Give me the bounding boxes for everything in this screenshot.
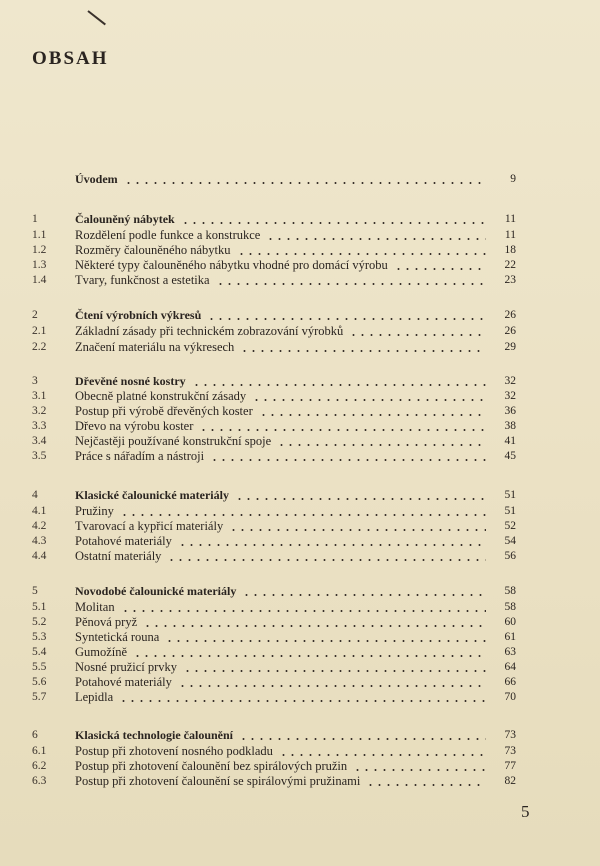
toc-entry [32, 271, 516, 289]
toc-page-number: 41 [504, 435, 516, 447]
toc-page-number: 9 [510, 173, 516, 185]
dot-leader [192, 384, 486, 386]
toc-title: Nosné pružicí prvky [75, 660, 178, 674]
dot-leader [121, 610, 486, 612]
dot-leader [237, 253, 486, 255]
dot-leader [178, 544, 486, 546]
toc-page-number: 63 [504, 646, 516, 658]
toc-title: Dřevo na výrobu koster [75, 419, 194, 433]
toc-number: 3.1 [32, 390, 47, 402]
dot-leader [349, 334, 486, 336]
toc-page-number: 11 [504, 213, 516, 225]
toc-title: Práce s nářadím a nástroji [75, 449, 205, 463]
toc-page-number: 60 [504, 616, 516, 628]
page-number: 5 [521, 802, 530, 821]
toc-number: 4 [32, 489, 38, 501]
toc-page-number: 26 [504, 309, 516, 321]
toc-title: Nejčastěji používané konstrukční spoje [75, 434, 272, 448]
toc-number: 6.2 [32, 760, 47, 772]
toc-number: 4.1 [32, 505, 47, 517]
dot-leader [133, 655, 486, 657]
toc-entry [32, 547, 516, 565]
toc-title: Postup při zhotovení čalounění se spirálovými pružinami [75, 774, 361, 788]
toc-title: Dřevěné nosné kostry [75, 374, 186, 388]
toc-title: Postup při zhotovení čalounění bez spirálových pružin [75, 759, 348, 773]
toc-entry [32, 338, 516, 356]
dot-leader [178, 685, 486, 687]
toc-title: Některé typy čalouněného nábytku vhodné pro domácí výrobu [75, 258, 388, 272]
dot-leader [239, 738, 486, 740]
toc-page-number: 77 [504, 760, 516, 772]
dot-leader [119, 700, 486, 702]
dot-leader [167, 559, 486, 561]
dot-leader [183, 670, 486, 672]
toc-page-number: 58 [504, 585, 516, 597]
toc-title: Pěnová pryž [75, 615, 138, 629]
toc-title: Potahové materiály [75, 534, 172, 548]
dot-leader [207, 318, 486, 320]
toc-number: 3.4 [32, 435, 47, 447]
toc-number: 5.7 [32, 691, 47, 703]
toc-title: Tvarovací a kypřicí materiály [75, 519, 224, 533]
dot-leader [120, 514, 486, 516]
dot-leader [252, 399, 486, 401]
toc-page-number: 73 [504, 729, 516, 741]
toc-entry [32, 688, 516, 706]
dot-leader [181, 222, 486, 224]
toc-title: Potahové materiály [75, 675, 172, 689]
toc-page-number: 58 [504, 601, 516, 613]
dot-leader [277, 444, 486, 446]
toc-title: Klasická technologie čalounění [75, 728, 234, 742]
toc-page-number: 45 [504, 450, 516, 462]
toc-page-number: 36 [504, 405, 516, 417]
toc-number: 4.3 [32, 535, 47, 547]
toc-title: Tvary, funkčnost a estetika [75, 273, 210, 287]
toc-title: Čtení výrobních výkresů [75, 308, 202, 322]
toc-number: 4.2 [32, 520, 47, 532]
toc-title: Pružiny [75, 504, 114, 518]
toc-number: 6 [32, 729, 38, 741]
toc-title: Postup při zhotovení nosného podkladu [75, 744, 273, 758]
dot-leader [124, 182, 486, 184]
toc-title: Klasické čalounické materiály [75, 488, 229, 502]
toc-number: 5.5 [32, 661, 47, 673]
toc-number: 1 [32, 213, 38, 225]
page-title: OBSAH [32, 48, 109, 69]
toc-title: Gumožíně [75, 645, 128, 659]
toc-number: 5.4 [32, 646, 47, 658]
toc-number: 3.3 [32, 420, 47, 432]
dot-leader [165, 640, 486, 642]
dot-leader [143, 625, 486, 627]
toc-title: Čalouněný nábytek [75, 212, 175, 226]
toc-page-number: 22 [504, 259, 516, 271]
toc-title: Novodobé čalounické materiály [75, 584, 237, 598]
toc-page-number: 64 [504, 661, 516, 673]
dot-leader [266, 238, 486, 240]
toc-page-number: 54 [504, 535, 516, 547]
toc-number: 1.2 [32, 244, 47, 256]
toc-entry [32, 772, 516, 790]
toc-page-number: 26 [504, 325, 516, 337]
toc-number: 5 [32, 585, 38, 597]
toc-page-number: 32 [504, 390, 516, 402]
toc-title: Postup při výrobě dřevěných koster [75, 404, 253, 418]
toc-page-number: 29 [504, 341, 516, 353]
toc-number: 3 [32, 375, 38, 387]
toc-number: 3.2 [32, 405, 47, 417]
dot-leader [366, 784, 486, 786]
toc-number: 5.3 [32, 631, 47, 643]
toc-title: Ostatní materiály [75, 549, 162, 563]
toc-number: 6.1 [32, 745, 47, 757]
dot-leader [242, 594, 486, 596]
toc-page-number: 18 [504, 244, 516, 256]
toc-number: 1.1 [32, 229, 47, 241]
toc-number: 5.2 [32, 616, 47, 628]
toc-number: 4.4 [32, 550, 47, 562]
toc-title: Obecně platné konstrukční zásady [75, 389, 247, 403]
dot-leader [235, 498, 486, 500]
toc-page-number: 11 [504, 229, 516, 241]
dot-leader [353, 769, 486, 771]
toc-number: 6.3 [32, 775, 47, 787]
dot-leader [199, 429, 486, 431]
toc-page-number: 73 [504, 745, 516, 757]
toc-title: Syntetická rouna [75, 630, 160, 644]
toc-number: 1.3 [32, 259, 47, 271]
dot-leader [216, 283, 486, 285]
dot-leader [259, 414, 486, 416]
toc-number: 2.2 [32, 341, 47, 353]
dot-leader [229, 529, 486, 531]
toc-page-number: 61 [504, 631, 516, 643]
dot-leader [210, 459, 486, 461]
toc-page-number: 56 [504, 550, 516, 562]
toc-title: Základní zásady při technickém zobrazování výrobků [75, 324, 344, 338]
toc-title: Lepidla [75, 690, 114, 704]
toc-page-number: 52 [504, 520, 516, 532]
toc-number: 1.4 [32, 274, 47, 286]
toc-page-number: 38 [504, 420, 516, 432]
toc-page-number: 23 [504, 274, 516, 286]
toc-number: 3.5 [32, 450, 47, 462]
toc-number: 5.1 [32, 601, 47, 613]
toc-entry [32, 447, 516, 465]
toc-page-number: 51 [504, 489, 516, 501]
dot-leader [240, 350, 486, 352]
toc-title: Úvodem [75, 172, 118, 186]
toc-title: Značení materiálu na výkresech [75, 340, 235, 354]
toc-number: 2 [32, 309, 38, 321]
toc-number: 2.1 [32, 325, 47, 337]
toc-title: Rozměry čalouněného nábytku [75, 243, 231, 257]
toc-title: Rozdělení podle funkce a konstrukce [75, 228, 261, 242]
toc-page-number: 51 [504, 505, 516, 517]
dot-leader [279, 754, 486, 756]
toc-chapter [32, 170, 516, 188]
toc-page-number: 70 [504, 691, 516, 703]
toc-page-number: 32 [504, 375, 516, 387]
dot-leader [394, 268, 486, 270]
toc-title: Molitan [75, 600, 115, 614]
toc-page-number: 66 [504, 676, 516, 688]
toc-page-number: 82 [504, 775, 516, 787]
toc-number: 5.6 [32, 676, 47, 688]
